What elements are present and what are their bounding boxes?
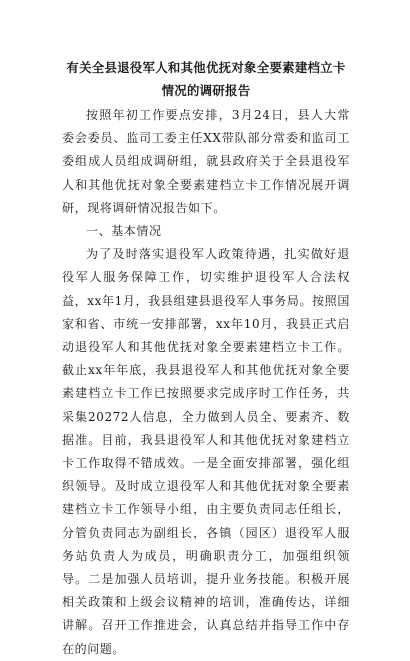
section-body-paragraph: 为了及时落实退役军人政策待遇，扎实做好退役军人服务保障工作，切实维护退役军人合法权益，xx年1月，我县组建县退役军人事务局。按照国家和省、市统一安排部署，xx年10月，我县正式启动退役军人和其他优抚对象全要素建档立卡工作。截止xx年年底，我县退役军人和其他优抚对象全要素建档立卡工作已按照要求完成序时工作任务，共采集20272人信息，全力做到人员全、要素齐、数据准。目前，我县退役军人和其他优抚对象建档立卡工作取得不错成效。一是全面安排部署，强化组织领导。及时成立退役军人和其他优抚对象全要素建档立卡工作领导小组，由主要负责同志任组长，分管负责同志为副组长，各镇（园区）退役军人服务站负责人为成员，明确职责分工，加强组织领导。二是加强人员培训，提升业务技能。积极开展相关政策和上级会议精神的培训，准确传达，详细讲解。召开工作推进会，认真总结并指导工作中存在的问题。 xyxy=(62,247,350,656)
document-title: 有关全县退役军人和其他优抚对象全要素建档立卡情况的调研报告 xyxy=(66,60,346,98)
intro-paragraph: 按照年初工作要点安排，3月24日，县人大常委会委员、监司工委主任XX带队部分常委和监司工委组成人员组成调研组，就县政府关于全县退役军人和其他优抚对象全要素建档立卡工作情况展开调研，现将调研情况报告如下。 xyxy=(62,108,350,215)
document-body xyxy=(62,104,350,661)
section-heading-basic-situation: 一、基本情况 xyxy=(86,224,162,239)
